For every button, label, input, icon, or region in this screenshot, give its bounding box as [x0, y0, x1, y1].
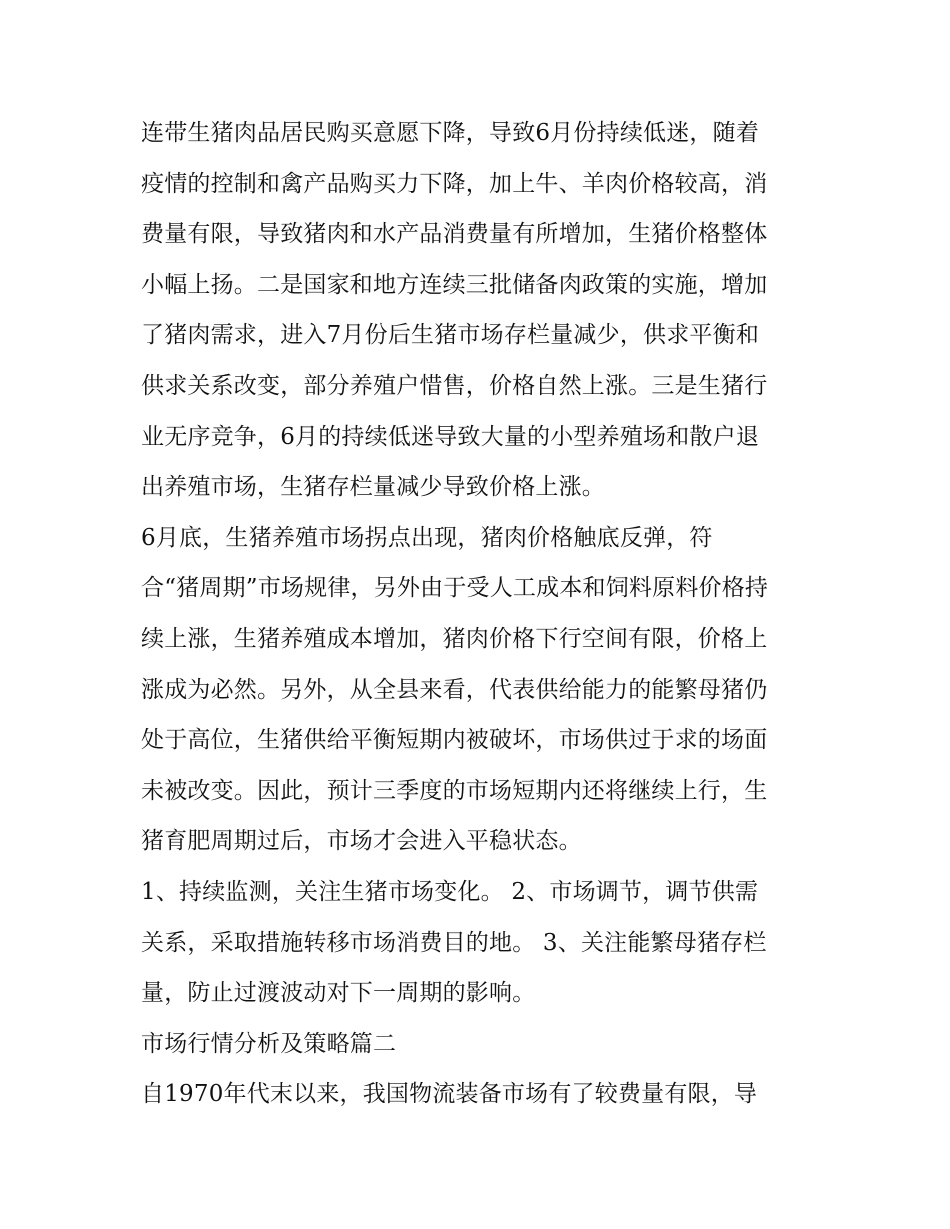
text-line: 自1970年代末以来，我国物流装备市场有了较费量有限，导: [141, 1081, 758, 1108]
text-line: 涨成为必然。另外，从全县来看，代表供给能力的能繁母猪仍: [141, 676, 768, 703]
text-line: 业无序竞争，6月的持续低迷导致大量的小型养殖场和散户退: [141, 423, 760, 450]
text-line: 未被改变。因此，预计三季度的市场短期内还将继续上行，生: [141, 777, 768, 804]
text-line: 续上涨，生猪养殖成本增加，猪肉价格下行空间有限，价格上: [141, 625, 768, 652]
text-line: 了猪肉需求，进入7月份后生猪市场存栏量减少，供求平衡和: [141, 322, 760, 349]
text-line: 1、持续监测，关注生猪市场变化。 2、市场调节，调节供需: [141, 878, 759, 905]
text-line: 连带生猪肉品居民购买意愿下降，导致6月份持续低迷，随着: [141, 120, 760, 146]
document-body: [141, 108, 821, 1120]
text-line: 量，防止过渡波动对下一周期的影响。: [141, 980, 536, 1007]
text-line: 小幅上扬。二是国家和地方连续三批储备肉政策的实施，增加: [141, 271, 768, 298]
text-line: 供求关系改变，部分养殖户惜售，价格自然上涨。三是生猪行: [141, 372, 768, 399]
text-line: 疫情的控制和禽产品购买力下降，加上牛、羊肉价格较高，消: [141, 170, 768, 197]
text-line: 关系，采取措施转移市场消费目的地。 3、关注能繁母猪存栏: [141, 929, 767, 956]
text-line: 出养殖市场，生猪存栏量减少导致价格上涨。: [141, 474, 605, 501]
text-line: 猪育肥周期过后，市场才会进入平稳状态。: [141, 828, 582, 855]
text-line: 6月底，生猪养殖市场拐点出现，猪肉价格触底反弹，符: [141, 524, 713, 551]
section-heading: 市场行情分析及策略篇二: [141, 1030, 397, 1057]
text-line: 处于高位，生猪供给平衡短期内被破坏，市场供过于求的场面: [141, 727, 768, 754]
text-line: 费量有限，导致猪肉和水产品消费量有所增加，生猪价格整体: [141, 221, 768, 248]
text-line: 合“猪周期”市场规律，另外由于受人工成本和饲料原料价格持: [141, 575, 769, 602]
